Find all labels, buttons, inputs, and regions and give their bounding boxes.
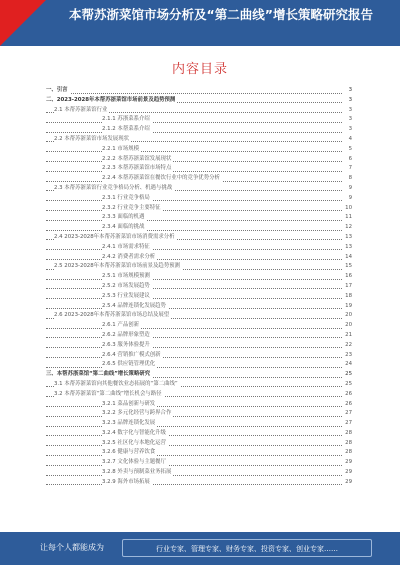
toc-entry[interactable]	[46, 155, 352, 165]
toc-entry-text: 一、引言	[46, 86, 70, 96]
toc-entry-text: 3.2.3 品牌连锁化发展	[102, 419, 157, 429]
toc-entry-text: 3.2 本帮苏浙菜馆“第二曲线”增长机会与路径	[54, 390, 164, 400]
toc-entry[interactable]	[46, 331, 352, 341]
toc-entry[interactable]	[46, 409, 352, 419]
toc-entry-page: 7	[343, 164, 352, 174]
toc-entry[interactable]	[46, 292, 352, 302]
toc-entry-text: 2.2.2 本帮苏浙菜馆发展现状	[102, 155, 173, 165]
toc-entry-page: 3	[343, 115, 352, 125]
toc-entry-page: 28	[343, 439, 352, 449]
toc-leader-dots	[46, 328, 342, 329]
toc-entry-text: 2.5.2 市场发展趋势	[102, 282, 152, 292]
toc-entry-text: 2.6.3 服务体验提升	[102, 341, 152, 351]
toc-leader-dots	[46, 171, 342, 172]
toc-entry[interactable]	[46, 468, 352, 478]
toc-leader-dots	[46, 357, 342, 358]
toc-entry[interactable]	[46, 96, 352, 106]
toc-entry-page: 25	[343, 370, 352, 380]
toc-entry-page: 5	[343, 145, 352, 155]
toc-entry[interactable]	[46, 213, 352, 223]
toc-entry-page: 29	[343, 468, 352, 478]
toc-leader-dots	[46, 288, 342, 289]
toc-entry[interactable]	[46, 360, 352, 370]
toc-entry-page: 27	[343, 419, 352, 429]
toc-leader-dots	[46, 132, 342, 133]
toc-entry-page: 20	[343, 311, 352, 321]
toc-entry[interactable]	[46, 223, 352, 233]
header-accent-triangle	[0, 0, 46, 46]
toc-entry-text: 2.6.2 品牌形象塑造	[102, 331, 152, 341]
toc-entry-page: 9	[343, 194, 352, 204]
toc-entry-page: 17	[343, 282, 352, 292]
toc-entry[interactable]	[46, 439, 352, 449]
toc-entry-text: 2.5.4 品牌连锁化发展趋势	[102, 302, 168, 312]
toc-entry[interactable]	[46, 164, 352, 174]
toc-entry-text: 2.6.5 供应链管理优化	[102, 360, 157, 370]
toc-leader-dots	[46, 406, 342, 407]
toc-leader-dots	[46, 279, 342, 280]
toc-entry-page: 3	[343, 86, 352, 96]
toc-leader-dots	[46, 298, 342, 299]
toc-entry[interactable]	[46, 400, 352, 410]
toc-entry[interactable]	[46, 419, 352, 429]
toc-leader-dots	[46, 484, 342, 485]
toc-leader-dots	[46, 249, 342, 250]
toc-entry[interactable]	[46, 106, 352, 116]
toc-entry-text: 3.1 本帮苏浙菜馆向其他餐饮业态拓展的“第二曲线”	[54, 380, 180, 390]
toc-leader-dots	[46, 347, 342, 348]
toc-entry[interactable]	[46, 204, 352, 214]
toc-entry-page: 26	[343, 390, 352, 400]
toc-entry-page: 27	[343, 409, 352, 419]
toc-entry-text: 2.4.2 消费者需求分析	[102, 253, 157, 263]
footer-slogan: 让每个人都能成为	[40, 543, 104, 552]
toc-entry-text: 2.3 本帮苏浙菜馆行业竞争格局分析、机遇与挑战	[54, 184, 174, 194]
toc-leader-dots	[46, 151, 342, 152]
toc-entry-text: 2.4 2023-2028年本帮苏浙菜馆市场消费需求分析	[54, 233, 177, 243]
toc-entry[interactable]	[46, 145, 352, 155]
toc-entry[interactable]	[46, 184, 352, 194]
toc-entry-page: 26	[343, 400, 352, 410]
toc-entry[interactable]	[46, 458, 352, 468]
toc-entry[interactable]	[46, 448, 352, 458]
toc-entry-page: 22	[343, 341, 352, 351]
toc-entry[interactable]	[46, 135, 352, 145]
toc-entry-page: 8	[343, 174, 352, 184]
toc-leader-dots	[46, 475, 342, 476]
toc-entry-text: 二、2023-2028年本帮苏浙菜馆市场前景及趋势预测	[46, 96, 177, 106]
toc-entry[interactable]	[46, 115, 352, 125]
toc-entry[interactable]	[46, 429, 352, 439]
toc-entry[interactable]	[46, 125, 352, 135]
toc-entry-page: 18	[343, 292, 352, 302]
table-of-contents	[46, 86, 352, 488]
toc-entry-page: 10	[343, 204, 352, 214]
toc-leader-dots	[46, 93, 342, 94]
toc-entry[interactable]	[46, 380, 352, 390]
toc-leader-dots	[46, 465, 342, 466]
page-footer	[0, 532, 400, 565]
toc-entry-text: 2.2.1 市场规模	[102, 145, 141, 155]
toc-entry-text: 2.3.4 面临的挑战	[102, 223, 146, 233]
toc-leader-dots	[46, 426, 342, 427]
toc-leader-dots	[46, 210, 342, 211]
toc-entry-text: 2.4.1 市场需求特征	[102, 243, 152, 253]
toc-entry-page: 20	[343, 321, 352, 331]
toc-entry[interactable]	[46, 478, 352, 488]
toc-entry-text: 2.2.4 本帮苏浙菜馆在餐饮行业中的竞争优势分析	[102, 174, 222, 184]
toc-entry[interactable]	[46, 243, 352, 253]
toc-entry-page: 14	[343, 253, 352, 263]
toc-leader-dots	[46, 122, 342, 123]
toc-entry-text: 3.2.1 菜品创新与研发	[102, 400, 157, 410]
toc-entry-page: 6	[343, 155, 352, 165]
toc-entry[interactable]	[46, 233, 352, 243]
report-title: 本帮苏浙菜馆市场分析及“第二曲线”增长策略研究报告	[69, 7, 373, 22]
report-header	[0, 0, 400, 46]
toc-leader-dots	[46, 200, 342, 201]
toc-entry-text: 3.2.5 社区化与本地化运营	[102, 439, 168, 449]
toc-leader-dots	[46, 259, 342, 260]
toc-entry-text: 2.6.4 营销推广模式创新	[102, 351, 163, 361]
toc-leader-dots	[46, 220, 342, 221]
toc-leader-dots	[46, 161, 342, 162]
toc-entry-page: 29	[343, 458, 352, 468]
toc-entry[interactable]	[46, 302, 352, 312]
toc-entry[interactable]	[46, 321, 352, 331]
toc-entry[interactable]	[46, 370, 352, 380]
toc-entry-page: 21	[343, 331, 352, 341]
toc-entry-text: 3.2.2 多元化经营与跨界合作	[102, 409, 173, 419]
toc-entry-page: 3	[343, 96, 352, 106]
toc-entry-page: 13	[343, 243, 352, 253]
toc-entry-text: 三、本帮苏浙菜馆“第二曲线”增长策略研究	[46, 370, 152, 380]
toc-entry-text: 2.3.3 面临的机遇	[102, 213, 146, 223]
toc-entry-text: 2.5.3 行业发展建议	[102, 292, 152, 302]
toc-entry-text: 2.5 2023-2028年本帮苏浙菜馆市场前景及趋势预测	[54, 262, 182, 272]
toc-entry-page: 23	[343, 351, 352, 361]
toc-entry-page: 19	[343, 302, 352, 312]
toc-entry-text: 2.6.1 产品创新	[102, 321, 141, 331]
toc-entry-page: 25	[343, 380, 352, 390]
toc-entry-text: 2.6 2023-2028年本帮苏浙菜馆市场总结及展望	[54, 311, 171, 321]
toc-entry-text: 2.1 本帮苏浙菜馆行业	[54, 106, 109, 116]
toc-entry-page: 15	[343, 262, 352, 272]
toc-entry[interactable]	[46, 282, 352, 292]
toc-entry-text: 2.3.1 行业竞争格局	[102, 194, 152, 204]
toc-entry[interactable]	[46, 174, 352, 184]
toc-leader-dots	[46, 308, 342, 309]
toc-entry[interactable]	[46, 86, 352, 96]
toc-entry-page: 4	[343, 135, 352, 145]
toc-entry[interactable]	[46, 351, 352, 361]
toc-entry-page: 24	[343, 360, 352, 370]
toc-entry[interactable]	[46, 253, 352, 263]
toc-entry-text: 2.3.2 行业竞争主要特征	[102, 204, 163, 214]
toc-leader-dots	[46, 416, 342, 417]
toc-leader-dots	[46, 445, 342, 446]
toc-entry-page: 11	[343, 213, 352, 223]
toc-entry-page: 3	[343, 125, 352, 135]
toc-leader-dots	[46, 435, 342, 436]
toc-entry-text: 3.2.7 文化体验与主题餐厅	[102, 458, 168, 468]
toc-entry[interactable]	[46, 272, 352, 282]
toc-entry-page: 28	[343, 448, 352, 458]
toc-entry-text: 2.1.2 本帮菜系介绍	[102, 125, 152, 135]
toc-entry[interactable]	[46, 262, 352, 272]
toc-entry-text: 2.2 本帮苏浙菜馆市场发展现状	[54, 135, 131, 145]
footer-roles: 行业专家、管理专家、财务专家、投资专家、创业专家……	[122, 539, 372, 557]
toc-title: 内容目录	[171, 62, 228, 77]
toc-entry[interactable]	[46, 194, 352, 204]
toc-entry-text: 3.2.4 数字化与智能化升级	[102, 429, 168, 439]
toc-leader-dots	[46, 337, 342, 338]
toc-entry-text: 2.1.1 苏浙菜系介绍	[102, 115, 152, 125]
toc-leader-dots	[46, 367, 342, 368]
toc-entry-text: 2.2.3 本帮苏浙菜馆市场特点	[102, 164, 173, 174]
toc-entry-text: 3.2.9 海外市场拓展	[102, 478, 152, 488]
toc-entry-page: 12	[343, 223, 352, 233]
toc-entry-page: 16	[343, 272, 352, 282]
toc-entry[interactable]	[46, 311, 352, 321]
toc-entry[interactable]	[46, 341, 352, 351]
toc-entry-page: 3	[343, 106, 352, 116]
toc-entry-page: 28	[343, 429, 352, 439]
toc-entry-page: 29	[343, 478, 352, 488]
toc-leader-dots	[46, 455, 342, 456]
toc-entry-text: 3.2.6 健康与营养饮食	[102, 448, 157, 458]
toc-leader-dots	[46, 230, 342, 231]
toc-entry-page: 13	[343, 233, 352, 243]
toc-entry-text: 3.2.8 外卖与预制菜业务拓展	[102, 468, 173, 478]
toc-entry-page: 9	[343, 184, 352, 194]
toc-entry[interactable]	[46, 390, 352, 400]
toc-entry-text: 2.5.1 市场规模预测	[102, 272, 152, 282]
